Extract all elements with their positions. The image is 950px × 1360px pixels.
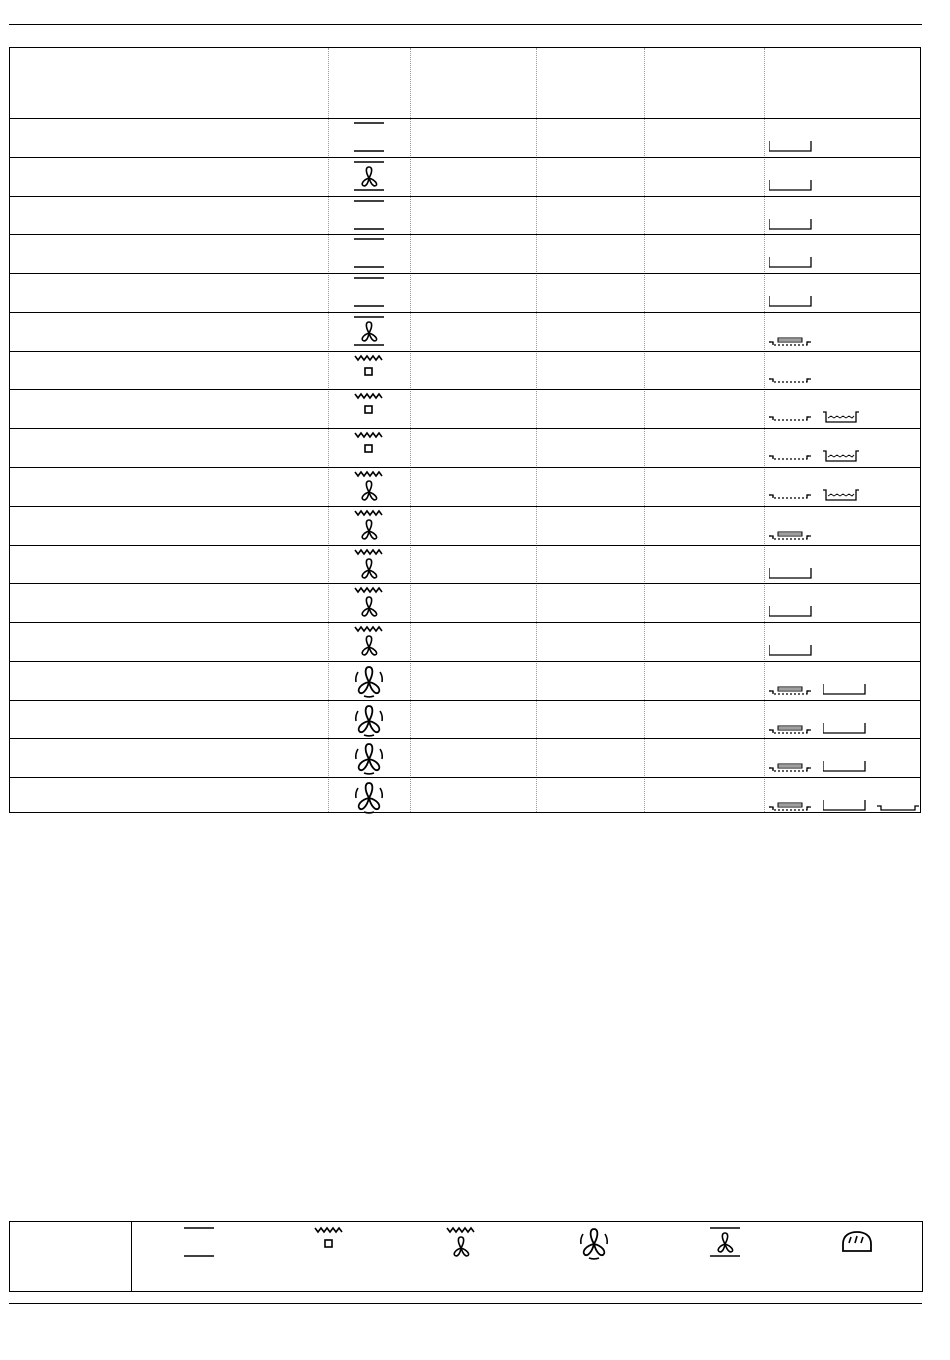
- baking-tray-icon: [769, 199, 813, 238]
- top-bottom-heat-icon: [350, 198, 388, 234]
- hot-air-icon: [350, 663, 388, 699]
- table-row: [10, 506, 920, 546]
- baking-tray-icon: [769, 548, 813, 587]
- table-row: [10, 234, 920, 274]
- fan-top-bottom-heat-icon: [350, 159, 388, 195]
- wire-rack-icon: [769, 392, 813, 431]
- legend-grill-fan-icon: [442, 1225, 482, 1263]
- wire-rack-with-tray-icon: [769, 664, 813, 703]
- wire-rack-icon: [769, 431, 813, 470]
- legend-grill-small-area-icon: [310, 1225, 350, 1263]
- hot-air-icon: [350, 779, 388, 815]
- wire-rack-with-tray-icon: [769, 780, 813, 819]
- baking-tray-icon: [823, 664, 867, 703]
- drip-pan-icon: [823, 392, 867, 431]
- legend-top-bottom-heat-icon: [180, 1225, 220, 1263]
- table-row: [10, 312, 920, 352]
- baking-tray-icon: [769, 237, 813, 276]
- baking-tray-icon: [769, 586, 813, 625]
- wire-rack-icon: [769, 470, 813, 509]
- grill-small-area-icon: [350, 391, 388, 427]
- bottom-rule: [9, 1303, 922, 1304]
- table-row: [10, 428, 920, 468]
- legend-hot-air-icon: [575, 1225, 615, 1263]
- wire-rack-with-tray-icon: [769, 509, 813, 548]
- baking-tray-icon: [823, 780, 867, 819]
- legend-box: [9, 1221, 923, 1292]
- table-row: [10, 351, 920, 391]
- table-row: [10, 777, 920, 817]
- top-bottom-heat-icon: [350, 120, 388, 156]
- table-row: [10, 583, 920, 623]
- top-rule: [9, 24, 922, 25]
- wire-rack-icon: [769, 354, 813, 393]
- drip-pan-icon: [823, 431, 867, 470]
- baking-tray-icon: [769, 625, 813, 664]
- table-row: [10, 738, 920, 778]
- wire-rack-with-tray-icon: [769, 741, 813, 780]
- wire-rack-with-tray-icon: [769, 703, 813, 742]
- baking-tray-icon: [769, 121, 813, 160]
- top-bottom-heat-icon: [350, 236, 388, 272]
- hot-air-icon: [350, 740, 388, 776]
- table-row: [10, 700, 920, 740]
- hot-air-icon: [350, 702, 388, 738]
- baking-tray-icon: [769, 276, 813, 315]
- table-row: [10, 622, 920, 662]
- baking-tray-icon: [823, 741, 867, 780]
- table-row: [10, 273, 920, 313]
- legend-divider: [131, 1222, 132, 1291]
- grill-fan-icon: [350, 624, 388, 660]
- table-row: [10, 545, 920, 585]
- baking-tray-icon: [769, 160, 813, 199]
- grill-fan-icon: [350, 469, 388, 505]
- table-row: [10, 389, 920, 429]
- table-row: [10, 467, 920, 507]
- grill-fan-icon: [350, 547, 388, 583]
- legend-bread-icon: [838, 1225, 878, 1263]
- legend-fan-top-bottom-heat-icon: [706, 1225, 746, 1263]
- top-bottom-heat-icon: [350, 275, 388, 311]
- grill-fan-icon: [350, 585, 388, 621]
- grill-small-area-icon: [350, 353, 388, 389]
- drip-pan-icon: [823, 470, 867, 509]
- baking-tray-icon: [823, 703, 867, 742]
- table-row: [10, 118, 920, 158]
- grill-small-area-icon: [350, 430, 388, 466]
- wire-rack-with-tray-icon: [769, 315, 813, 354]
- grill-fan-icon: [350, 508, 388, 544]
- universal-pan-icon: [877, 780, 921, 819]
- table-row: [10, 661, 920, 701]
- table-row: [10, 157, 920, 197]
- table-row: [10, 196, 920, 236]
- cooking-table: [9, 47, 921, 813]
- fan-top-bottom-heat-icon: [350, 314, 388, 350]
